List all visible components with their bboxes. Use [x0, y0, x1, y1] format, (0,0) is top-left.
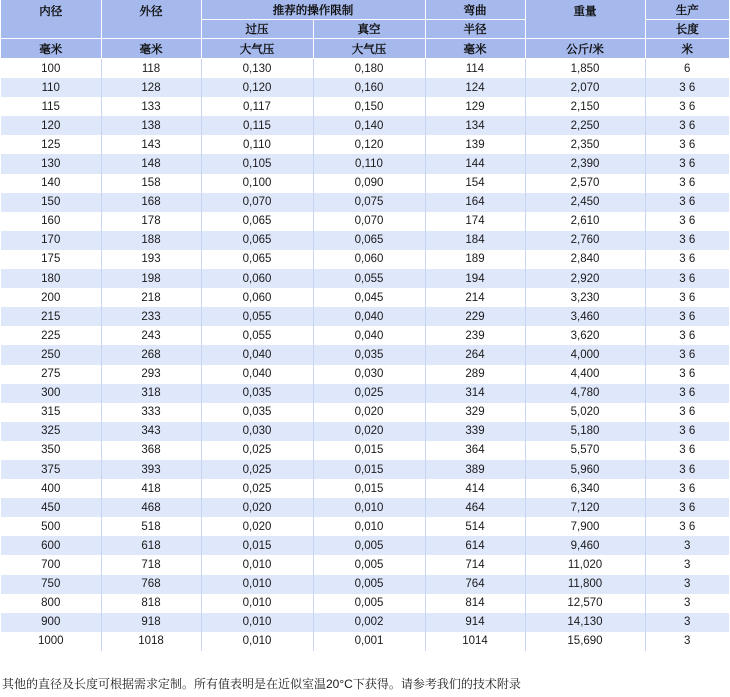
table-row	[1, 193, 729, 212]
cell-inner-diameter: 350	[1, 441, 101, 460]
cell-overpressure: 0,010	[201, 632, 313, 651]
cell-bend-radius: 514	[425, 517, 525, 536]
cell-overpressure: 0,100	[201, 174, 313, 193]
cell-bend-radius: 314	[425, 384, 525, 403]
cell-vacuum: 0,010	[313, 517, 425, 536]
unit-weight: 公斤/米	[525, 39, 645, 59]
cell-overpressure: 0,035	[201, 403, 313, 422]
header-radius: 半径	[425, 20, 525, 39]
cell-bend-radius: 139	[425, 135, 525, 154]
cell-overpressure: 0,025	[201, 460, 313, 479]
cell-outer-diameter: 918	[101, 613, 201, 632]
cell-vacuum: 0,150	[313, 97, 425, 116]
cell-outer-diameter: 518	[101, 517, 201, 536]
cell-outer-diameter: 118	[101, 59, 201, 79]
cell-outer-diameter: 193	[101, 250, 201, 269]
cell-weight: 4,780	[525, 384, 645, 403]
table-row	[1, 78, 729, 97]
table-row	[1, 384, 729, 403]
cell-outer-diameter: 158	[101, 174, 201, 193]
cell-length: 3 6	[645, 479, 729, 498]
cell-length: 3 6	[645, 403, 729, 422]
cell-weight: 4,400	[525, 365, 645, 384]
cell-weight: 7,120	[525, 498, 645, 517]
cell-weight: 9,460	[525, 536, 645, 555]
table-row	[1, 479, 729, 498]
cell-inner-diameter: 110	[1, 78, 101, 97]
header-outer-diameter: 外径	[101, 0, 201, 39]
cell-weight: 6,340	[525, 479, 645, 498]
table-row	[1, 307, 729, 326]
cell-weight: 2,610	[525, 212, 645, 231]
table-row	[1, 460, 729, 479]
table-row	[1, 345, 729, 364]
cell-length: 3 6	[645, 231, 729, 250]
cell-vacuum: 0,005	[313, 555, 425, 574]
footnote: 其他的直径及长度可根据需求定制。所有值表明是在近似室温20°C下获得。请参考我们的技术附录	[2, 677, 521, 691]
cell-inner-diameter: 375	[1, 460, 101, 479]
cell-weight: 2,760	[525, 231, 645, 250]
cell-length: 3 6	[645, 326, 729, 345]
table-row	[1, 555, 729, 574]
cell-length: 3 6	[645, 365, 729, 384]
cell-weight: 2,920	[525, 269, 645, 288]
cell-bend-radius: 614	[425, 536, 525, 555]
cell-outer-diameter: 143	[101, 135, 201, 154]
cell-outer-diameter: 293	[101, 365, 201, 384]
cell-inner-diameter: 200	[1, 288, 101, 307]
cell-bend-radius: 714	[425, 555, 525, 574]
cell-overpressure: 0,025	[201, 441, 313, 460]
cell-overpressure: 0,105	[201, 154, 313, 173]
cell-bend-radius: 214	[425, 288, 525, 307]
cell-inner-diameter: 325	[1, 422, 101, 441]
cell-outer-diameter: 393	[101, 460, 201, 479]
unit-inner-diameter: 毫米	[1, 39, 101, 59]
cell-outer-diameter: 333	[101, 403, 201, 422]
cell-length: 3 6	[645, 212, 729, 231]
cell-overpressure: 0,070	[201, 193, 313, 212]
table-row	[1, 174, 729, 193]
cell-bend-radius: 364	[425, 441, 525, 460]
cell-overpressure: 0,117	[201, 97, 313, 116]
cell-length: 3 6	[645, 154, 729, 173]
cell-vacuum: 0,140	[313, 116, 425, 135]
cell-length: 3 6	[645, 193, 729, 212]
cell-inner-diameter: 600	[1, 536, 101, 555]
table-row	[1, 632, 729, 651]
cell-bend-radius: 264	[425, 345, 525, 364]
cell-overpressure: 0,025	[201, 479, 313, 498]
cell-length: 3 6	[645, 384, 729, 403]
table-row	[1, 403, 729, 422]
cell-length: 3 6	[645, 288, 729, 307]
cell-bend-radius: 124	[425, 78, 525, 97]
header-overpressure: 过压	[201, 20, 313, 39]
cell-length: 3 6	[645, 441, 729, 460]
cell-weight: 11,020	[525, 555, 645, 574]
hose-spec-table	[1, 0, 729, 651]
cell-vacuum: 0,045	[313, 288, 425, 307]
cell-inner-diameter: 250	[1, 345, 101, 364]
cell-inner-diameter: 900	[1, 613, 101, 632]
cell-vacuum: 0,090	[313, 174, 425, 193]
cell-weight: 4,000	[525, 345, 645, 364]
cell-bend-radius: 134	[425, 116, 525, 135]
cell-bend-radius: 144	[425, 154, 525, 173]
cell-overpressure: 0,010	[201, 575, 313, 594]
cell-vacuum: 0,055	[313, 269, 425, 288]
header-bend: 弯曲	[425, 0, 525, 20]
cell-overpressure: 0,065	[201, 231, 313, 250]
cell-inner-diameter: 100	[1, 59, 101, 79]
cell-length: 3	[645, 632, 729, 651]
cell-outer-diameter: 768	[101, 575, 201, 594]
cell-inner-diameter: 215	[1, 307, 101, 326]
cell-inner-diameter: 450	[1, 498, 101, 517]
cell-vacuum: 0,005	[313, 594, 425, 613]
cell-length: 3 6	[645, 307, 729, 326]
cell-outer-diameter: 343	[101, 422, 201, 441]
cell-inner-diameter: 115	[1, 97, 101, 116]
cell-outer-diameter: 318	[101, 384, 201, 403]
cell-vacuum: 0,015	[313, 441, 425, 460]
cell-outer-diameter: 148	[101, 154, 201, 173]
table-row	[1, 231, 729, 250]
table-row	[1, 441, 729, 460]
cell-weight: 12,570	[525, 594, 645, 613]
cell-length: 3 6	[645, 250, 729, 269]
cell-outer-diameter: 418	[101, 479, 201, 498]
table-row	[1, 536, 729, 555]
cell-bend-radius: 814	[425, 594, 525, 613]
cell-bend-radius: 464	[425, 498, 525, 517]
cell-inner-diameter: 275	[1, 365, 101, 384]
header-recommended-limits: 推荐的操作限制	[201, 0, 425, 20]
cell-weight: 2,840	[525, 250, 645, 269]
cell-length: 3	[645, 594, 729, 613]
cell-overpressure: 0,040	[201, 345, 313, 364]
cell-length: 3	[645, 555, 729, 574]
cell-outer-diameter: 128	[101, 78, 201, 97]
cell-inner-diameter: 120	[1, 116, 101, 135]
cell-bend-radius: 154	[425, 174, 525, 193]
cell-bend-radius: 414	[425, 479, 525, 498]
cell-outer-diameter: 718	[101, 555, 201, 574]
cell-length: 3 6	[645, 135, 729, 154]
cell-vacuum: 0,065	[313, 231, 425, 250]
cell-bend-radius: 114	[425, 59, 525, 79]
cell-overpressure: 0,115	[201, 116, 313, 135]
cell-weight: 11,800	[525, 575, 645, 594]
cell-weight: 3,620	[525, 326, 645, 345]
cell-vacuum: 0,075	[313, 193, 425, 212]
cell-vacuum: 0,160	[313, 78, 425, 97]
cell-overpressure: 0,130	[201, 59, 313, 79]
cell-bend-radius: 339	[425, 422, 525, 441]
header-length: 长度	[645, 20, 729, 39]
cell-inner-diameter: 225	[1, 326, 101, 345]
cell-weight: 1,850	[525, 59, 645, 79]
cell-vacuum: 0,020	[313, 403, 425, 422]
cell-vacuum: 0,110	[313, 154, 425, 173]
table-row	[1, 422, 729, 441]
table-row	[1, 365, 729, 384]
cell-weight: 2,450	[525, 193, 645, 212]
cell-overpressure: 0,110	[201, 135, 313, 154]
table-row	[1, 613, 729, 632]
cell-weight: 15,690	[525, 632, 645, 651]
cell-overpressure: 0,060	[201, 269, 313, 288]
cell-overpressure: 0,065	[201, 212, 313, 231]
cell-overpressure: 0,040	[201, 365, 313, 384]
table-row	[1, 594, 729, 613]
cell-weight: 3,460	[525, 307, 645, 326]
cell-inner-diameter: 300	[1, 384, 101, 403]
cell-weight: 3,230	[525, 288, 645, 307]
cell-length: 3 6	[645, 269, 729, 288]
cell-overpressure: 0,015	[201, 536, 313, 555]
cell-vacuum: 0,070	[313, 212, 425, 231]
cell-bend-radius: 289	[425, 365, 525, 384]
cell-vacuum: 0,015	[313, 460, 425, 479]
header-production: 生产	[645, 0, 729, 20]
cell-length: 3	[645, 613, 729, 632]
cell-inner-diameter: 700	[1, 555, 101, 574]
cell-weight: 5,180	[525, 422, 645, 441]
cell-length: 3	[645, 575, 729, 594]
table-row	[1, 154, 729, 173]
cell-vacuum: 0,030	[313, 365, 425, 384]
table-row	[1, 288, 729, 307]
cell-bend-radius: 164	[425, 193, 525, 212]
cell-length: 6	[645, 59, 729, 79]
cell-overpressure: 0,010	[201, 555, 313, 574]
cell-weight: 2,390	[525, 154, 645, 173]
cell-inner-diameter: 160	[1, 212, 101, 231]
cell-outer-diameter: 1018	[101, 632, 201, 651]
cell-weight: 2,350	[525, 135, 645, 154]
cell-inner-diameter: 175	[1, 250, 101, 269]
cell-length: 3 6	[645, 116, 729, 135]
table-row	[1, 135, 729, 154]
cell-bend-radius: 764	[425, 575, 525, 594]
cell-overpressure: 0,120	[201, 78, 313, 97]
cell-vacuum: 0,005	[313, 536, 425, 555]
cell-inner-diameter: 180	[1, 269, 101, 288]
header-weight: 重量	[525, 0, 645, 39]
cell-overpressure: 0,030	[201, 422, 313, 441]
table-row	[1, 59, 729, 79]
cell-weight: 2,150	[525, 97, 645, 116]
cell-vacuum: 0,040	[313, 326, 425, 345]
cell-bend-radius: 389	[425, 460, 525, 479]
cell-inner-diameter: 800	[1, 594, 101, 613]
cell-vacuum: 0,025	[313, 384, 425, 403]
cell-bend-radius: 184	[425, 231, 525, 250]
cell-overpressure: 0,035	[201, 384, 313, 403]
cell-inner-diameter: 315	[1, 403, 101, 422]
cell-bend-radius: 174	[425, 212, 525, 231]
cell-weight: 2,570	[525, 174, 645, 193]
unit-length: 米	[645, 39, 729, 59]
cell-inner-diameter: 400	[1, 479, 101, 498]
cell-outer-diameter: 818	[101, 594, 201, 613]
table-row	[1, 498, 729, 517]
cell-inner-diameter: 500	[1, 517, 101, 536]
cell-bend-radius: 189	[425, 250, 525, 269]
cell-vacuum: 0,002	[313, 613, 425, 632]
table-row	[1, 269, 729, 288]
cell-outer-diameter: 368	[101, 441, 201, 460]
cell-overpressure: 0,055	[201, 307, 313, 326]
cell-bend-radius: 239	[425, 326, 525, 345]
cell-vacuum: 0,015	[313, 479, 425, 498]
cell-overpressure: 0,065	[201, 250, 313, 269]
cell-vacuum: 0,010	[313, 498, 425, 517]
cell-length: 3 6	[645, 174, 729, 193]
cell-overpressure: 0,020	[201, 517, 313, 536]
table-body	[1, 59, 729, 651]
cell-inner-diameter: 130	[1, 154, 101, 173]
cell-overpressure: 0,010	[201, 613, 313, 632]
cell-vacuum: 0,040	[313, 307, 425, 326]
cell-weight: 5,020	[525, 403, 645, 422]
cell-weight: 2,250	[525, 116, 645, 135]
cell-vacuum: 0,035	[313, 345, 425, 364]
cell-length: 3 6	[645, 498, 729, 517]
cell-vacuum: 0,120	[313, 135, 425, 154]
cell-inner-diameter: 750	[1, 575, 101, 594]
cell-outer-diameter: 188	[101, 231, 201, 250]
cell-overpressure: 0,010	[201, 594, 313, 613]
table-row	[1, 326, 729, 345]
cell-vacuum: 0,005	[313, 575, 425, 594]
table-row	[1, 517, 729, 536]
cell-overpressure: 0,060	[201, 288, 313, 307]
cell-outer-diameter: 468	[101, 498, 201, 517]
cell-outer-diameter: 133	[101, 97, 201, 116]
cell-length: 3 6	[645, 78, 729, 97]
header-vacuum: 真空	[313, 20, 425, 39]
table-row	[1, 575, 729, 594]
cell-bend-radius: 129	[425, 97, 525, 116]
cell-vacuum: 0,180	[313, 59, 425, 79]
cell-inner-diameter: 170	[1, 231, 101, 250]
cell-bend-radius: 1014	[425, 632, 525, 651]
cell-vacuum: 0,020	[313, 422, 425, 441]
cell-vacuum: 0,001	[313, 632, 425, 651]
cell-weight: 5,570	[525, 441, 645, 460]
unit-vacuum: 大气压	[313, 39, 425, 59]
cell-outer-diameter: 243	[101, 326, 201, 345]
unit-overpressure: 大气压	[201, 39, 313, 59]
cell-inner-diameter: 140	[1, 174, 101, 193]
cell-bend-radius: 229	[425, 307, 525, 326]
cell-inner-diameter: 1000	[1, 632, 101, 651]
cell-weight: 14,130	[525, 613, 645, 632]
cell-bend-radius: 914	[425, 613, 525, 632]
cell-length: 3 6	[645, 517, 729, 536]
cell-bend-radius: 194	[425, 269, 525, 288]
cell-inner-diameter: 125	[1, 135, 101, 154]
unit-outer-diameter: 毫米	[101, 39, 201, 59]
cell-weight: 2,070	[525, 78, 645, 97]
cell-length: 3 6	[645, 97, 729, 116]
table-row	[1, 212, 729, 231]
cell-length: 3 6	[645, 422, 729, 441]
table-header	[1, 0, 729, 59]
cell-length: 3 6	[645, 345, 729, 364]
cell-vacuum: 0,060	[313, 250, 425, 269]
cell-weight: 7,900	[525, 517, 645, 536]
table-row	[1, 250, 729, 269]
cell-outer-diameter: 198	[101, 269, 201, 288]
cell-outer-diameter: 268	[101, 345, 201, 364]
table-row	[1, 116, 729, 135]
cell-outer-diameter: 168	[101, 193, 201, 212]
unit-bend-radius: 毫米	[425, 39, 525, 59]
cell-overpressure: 0,020	[201, 498, 313, 517]
table-row	[1, 97, 729, 116]
cell-outer-diameter: 618	[101, 536, 201, 555]
cell-overpressure: 0,055	[201, 326, 313, 345]
cell-length: 3	[645, 536, 729, 555]
cell-outer-diameter: 138	[101, 116, 201, 135]
cell-outer-diameter: 233	[101, 307, 201, 326]
cell-weight: 5,960	[525, 460, 645, 479]
header-inner-diameter: 内径	[1, 0, 101, 39]
cell-length: 3 6	[645, 460, 729, 479]
cell-outer-diameter: 218	[101, 288, 201, 307]
cell-inner-diameter: 150	[1, 193, 101, 212]
cell-outer-diameter: 178	[101, 212, 201, 231]
cell-bend-radius: 329	[425, 403, 525, 422]
